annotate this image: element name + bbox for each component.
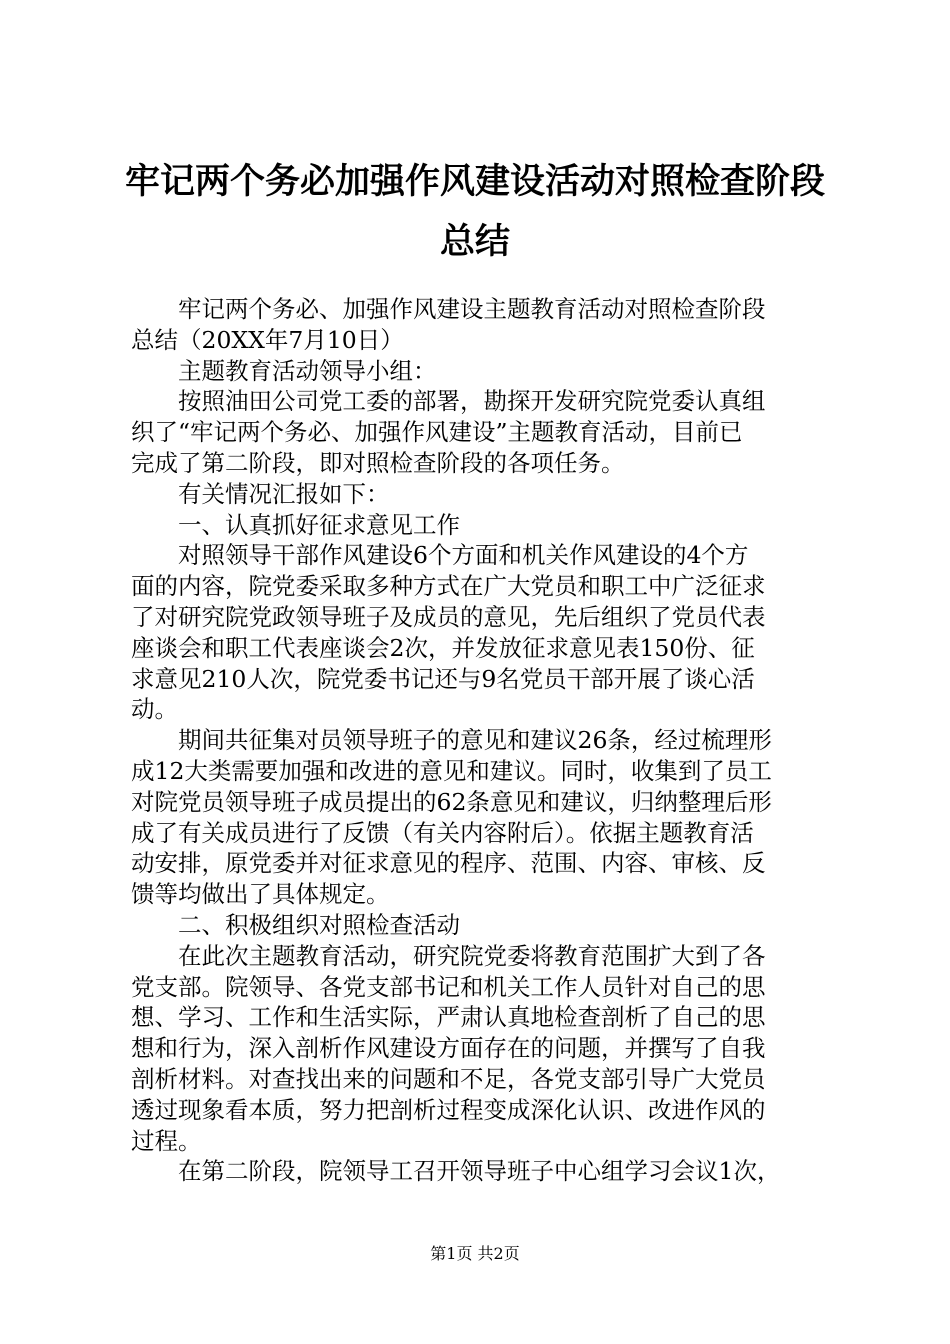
body-line: 党支部。院领导、各党支部书记和机关工作人员针对自己的思 [131,972,766,1001]
body-line: 按照油田公司党工委的部署，勘探开发研究院党委认真组 [178,387,766,416]
body-line: 主题教育活动领导小组： [178,356,437,385]
body-line: 馈等均做出了具体规定。 [131,880,390,909]
document-title-line-1: 牢记两个务必加强作风建设活动对照检查阶段 [124,162,825,202]
body-line: 座谈会和职工代表座谈会2次，并发放征求意见表150份、征 [131,633,755,662]
body-line: 过程。 [131,1126,202,1155]
body-line: 有关情况汇报如下： [178,479,390,508]
body-line: 成12大类需要加强和改进的意见和建议。同时，收集到了员工 [131,756,772,785]
body-line: 动。 [131,695,178,724]
body-line: 对院党员领导班子成员提出的62条意见和建议，归纳整理后形 [131,787,772,816]
body-line: 剖析材料。对查找出来的问题和不足，各党支部引导广大党员 [131,1064,766,1093]
body-line: 在第二阶段，院领导工召开领导班子中心组学习会议1次， [178,1157,781,1186]
body-line: 想和行为，深入剖析作风建设方面存在的问题，并撰写了自我 [131,1034,766,1063]
body-line: 期间共征集对员领导班子的意见和建议26条，经过梳理形 [178,726,772,755]
body-line: 透过现象看本质，努力把剖析过程变成深化认识、改进作风的 [131,1095,766,1124]
page-footer: 第1页 共2页 [430,1244,520,1263]
document-title-line-2: 总结 [439,222,510,262]
body-line: 了对研究院党政领导班子及成员的意见，先后组织了党员代表 [131,602,766,631]
body-line: 对照领导干部作风建设6个方面和机关作风建设的4个方 [178,541,749,570]
body-line: 总结（20XX年7月10日） [131,325,404,354]
document-body [131,294,831,1187]
body-line: 求意见210人次，院党委书记还与9名党员干部开展了谈心活 [131,664,755,693]
body-line: 完成了第二阶段，即对照检查阶段的各项任务。 [131,448,625,477]
body-line: 想、学习、工作和生活实际，严肃认真地检查剖析了自己的思 [131,1003,766,1032]
section-heading: 一、认真抓好征求意见工作 [178,510,460,539]
body-line: 成了有关成员进行了反馈（有关内容附后）。依据主题教育活 [131,818,754,847]
body-line: 动安排，原党委并对征求意见的程序、范围、内容、审核、反 [131,849,766,878]
section-heading: 二、积极组织对照检查活动 [178,910,460,939]
body-line: 面的内容，院党委采取多种方式在广大党员和职工中广泛征求 [131,572,766,601]
body-line: 织了“牢记两个务必、加强作风建设”主题教育活动，目前已 [131,418,743,447]
body-line: 在此次主题教育活动，研究院党委将教育范围扩大到了各 [178,941,766,970]
body-line: 牢记两个务必、加强作风建设主题教育活动对照检查阶段 [178,295,766,323]
